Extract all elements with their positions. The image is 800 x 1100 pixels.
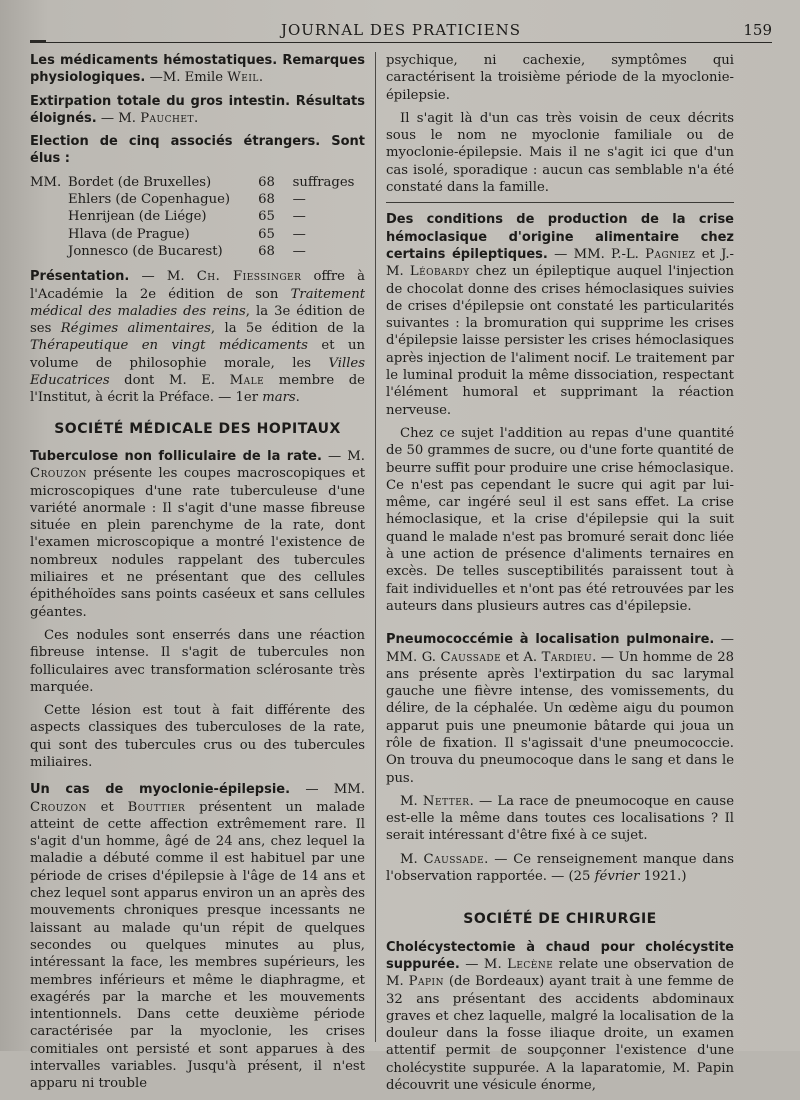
election-row: MM. Bordet (de Bruxelles) 68 suffrages — [30, 174, 355, 190]
article-title: Des conditions de production de la crise hémoclasique d'origine alimentaire chez certains épileptiques. — [386, 212, 734, 262]
book-title: Traitement médical des maladies des reins — [30, 286, 365, 319]
article-cholecystectomie: Cholécystectomie à chaud pour cholécystite suppurée. — M. Lecène relate une observation de M. Papin (de Bordeaux) ayant trait à une femme de 32 ans présentant des accidents abdominaux graves et chez laquelle, malgré la localisation de la douleur dans la fosse iliaque droite, un examen attentif permit de soupçonner l'existence d'une cholécystite suppurée. A la laparatomie, M. Papin découvrit une vésicule énorme, — [386, 939, 734, 1094]
author-name: Weil — [227, 70, 259, 86]
section-heading: SOCIÉTÉ DE CHIRURGIE — [463, 911, 657, 928]
column-divider — [375, 52, 376, 1042]
author-name: Crouzon — [30, 466, 87, 482]
page-number: 159 — [743, 21, 772, 39]
article-tuberculose: Tuberculose non folliculaire de la rate. — M. Crouzon présente les coupes macroscopiques et microscopiques d'une rate tuberculeuse d'une variété anormale : Il s'agit d'une masse fibreuse située en plein parenchyme de la rate, dont l'examen microscopique a montré l'existence de nombreux nodules rappelant des tubercules miliaires et ne présentant que des cellules épithéhoïdes sans points caséeux et sans cellules géantes. — [30, 448, 365, 620]
author-name: Tardieu — [541, 649, 593, 665]
author-name: Papin — [408, 974, 444, 990]
election-row: Hlava (de Prague) 65 — — [68, 226, 306, 242]
book-title: Villes Educatrices — [30, 355, 365, 389]
paragraph: M. Netter. — La race de pneumocoque en cause est-elle la même dans toutes ces localisations ? Il serait intéressant d'être fixé à ce sujet. — [386, 793, 734, 844]
header-rule — [30, 42, 772, 43]
author-name: Léobardy — [409, 264, 470, 280]
date-month: mars — [262, 390, 296, 406]
running-head — [30, 18, 772, 42]
author-name: Netter — [422, 793, 470, 809]
article-extirpation: Extirpation totale du gros intestin. Résultats éloignés. — M. Pauchet. — [30, 93, 365, 126]
article-title: Un cas de myoclonie-épilepsie. — [30, 782, 291, 798]
election-results — [30, 174, 365, 260]
article-pneumococcemie: Pneumococcémie à localisation pulmonaire. — MM. G. Caussade et A. Tardieu. — Un homme de 28 ans présente après l'extirpation du sac larymal gauche une fièvre intense, des vomissements, du délire, de la céphalée. Un œdème aigu du poumon apparut puis une pneumonie bâtarde qui joua un rôle de fixation. Il s'agissait d'une pneumococcie. On trouva du pneumocoque dans le sang et dans le pus. — [386, 632, 734, 786]
spacer — [386, 621, 734, 631]
election-row: Ehlers (de Copenhague) 68 — — [68, 192, 306, 208]
paragraph: Chez ce sujet l'addition au repas d'une quantité de 50 grammes de sucre, ou d'une forte quantité de beurre suffit pour produire une crise hémoclasique. Ce n'est pas cependant le sucre qui agit par lui-même, car ingéré seul il est sans effet. La crise hémoclasique, et la crise d'épilepsie qui la suit quand le malade n'est pas bromuré serait donc liée à une action de présence d'aliments ternaires en excès. De telles susceptibilités paraissent tout à fait individuelles et n'ont pas été retrouvées par les auteurs dans plusieurs autres cas d'épilepsie. — [386, 425, 734, 614]
author-name: Ch. Fiessinger — [196, 269, 302, 285]
article-title: Tuberculose non folliculaire de la rate. — [30, 448, 322, 464]
paragraph: psychique, ni cachexie, symptômes qui caractérisent la troisième période de la myoclonie-épilepsie. — [386, 53, 734, 103]
author-name: Caussade — [423, 851, 485, 867]
author-name: Pauchet — [140, 110, 194, 126]
paragraph: M. Caussade. — Ce renseignement manque dans l'observation rapportée. — (25 février 1921.) — [386, 851, 734, 885]
right-column — [386, 52, 734, 1100]
article-title: Extirpation totale du gros intestin. Résultats éloignés. — [30, 93, 365, 126]
article-conditions: Des conditions de production de la crise hémoclasique d'origine alimentaire chez certains épileptiques. — MM. P.-L. Pagniez et J.-M. Léobardy chez un épileptique auquel l'injection de chocolat donne des crises hémoclasiques suivies de crises d'épilepsie ont constaté les particularités suivantes : la bromuration qui supprime les crises d'épilepsie laisse persister les crises hémoclasiques après injection de l'aliment nocif. Le traitement par le luminal produit la même dissociation, respectant l'élément humoral et supprimant la réaction nerveuse. — [386, 212, 735, 418]
journal-title: JOURNAL DES PRATICIENS — [280, 21, 522, 39]
paragraph: Cette lésion est tout à fait différente des aspects classiques des tuberculoses de la rate, qui sont des tubercules crus ou des tubercules miliaires. — [30, 703, 365, 770]
paragraph: Ces nodules sont enserrés dans une réaction fibreuse intense. Il s'agit de tubercules non folliculaires avec transformation sclérosante très marquée. — [30, 627, 365, 695]
paragraph: Il s'agit là d'un cas très voisin de ceux décrits sous le nom ne myoclonie familiale ou de myoclonie-épilepsie. Mais il ne s'agit ici que d'un cas isolé, sporadique : aucun cas semblable n'a été constaté dans la famille. — [386, 110, 734, 196]
book-title: Régimes alimentaires — [60, 321, 211, 337]
section-heading: SOCIÉTÉ MÉDICALE DES HOPITAUX — [54, 420, 341, 437]
election-row: Henrijean (de Liége) 65 — — [68, 209, 306, 225]
election-row: Jonnesco (de Bucarest) 68 — — [68, 243, 306, 259]
article-title: Pneumococcémie à localisation pulmonaire. — [386, 632, 715, 648]
article-election — [30, 133, 365, 168]
book-title: Thérapeutique en vingt médicaments — [30, 338, 308, 354]
date-month: février — [594, 869, 640, 885]
article-title: Présentation. — [30, 269, 130, 285]
article-hemostatiques: Les médicaments hémostatiques. Remarques physiologiques. —M. Emile Weil. — [30, 53, 365, 86]
author-name: Crouzon — [30, 799, 87, 815]
article-title: Election de cinq associés étrangers. Sont élus : — [30, 134, 365, 167]
article-title: Cholécystectomie à chaud pour cholécystite suppurée. — [386, 939, 734, 972]
left-column — [30, 52, 365, 1099]
author-name: Bouttier — [127, 799, 186, 815]
article-myoclonie: Un cas de myoclonie-épilepsie. — MM. Crouzon et Bouttier présentent un malade atteint de cette affection extrêmement rare. Il s'agit d'un homme, âgé de 24 ans, chez lequel la maladie a débuté comme il est habituel par une période de crises d'épilepsie à l'âge de 14 ans et chez lequel sont apparus environ un an après des mouvements chroniques presque incessants ne laissant au malade qu'un répit de quelques secondes ou quelques minutes au plus, intéressant la face, les membres supérieurs, les membres inférieurs et même le diaphragme, et exagérés par la marche et les mouvements intentionnels. Dans cette deuxième période caractérisée par la myoclonie, les crises comitiales ont persisté et sont apparues à des intervalles variables. Jusqu'à présent, il n'est apparu ni trouble — [30, 782, 365, 1092]
author-name: Pagniez — [645, 246, 696, 262]
author-name: Caussade — [440, 649, 502, 665]
article-presentation: Présentation. — M. Ch. Fiessinger offre à l'Académie la 2e édition de son Traitement médical des maladies des reins, la 3e édition de ses Régimes alimentaires, la 5e édition de la Thérapeutique en vingt médicaments et un volume de philosophie morale, les Villes Educatrices dont M. E. Male membre de l'Institut, à écrit la Préface. — 1er mars. — [30, 269, 365, 406]
article-title: Les médicaments hémostatiques. Remarques physiologiques. — [30, 53, 365, 86]
author-name: Lecène — [507, 956, 554, 972]
article-separator — [386, 202, 734, 203]
author-name: Male — [229, 373, 265, 389]
